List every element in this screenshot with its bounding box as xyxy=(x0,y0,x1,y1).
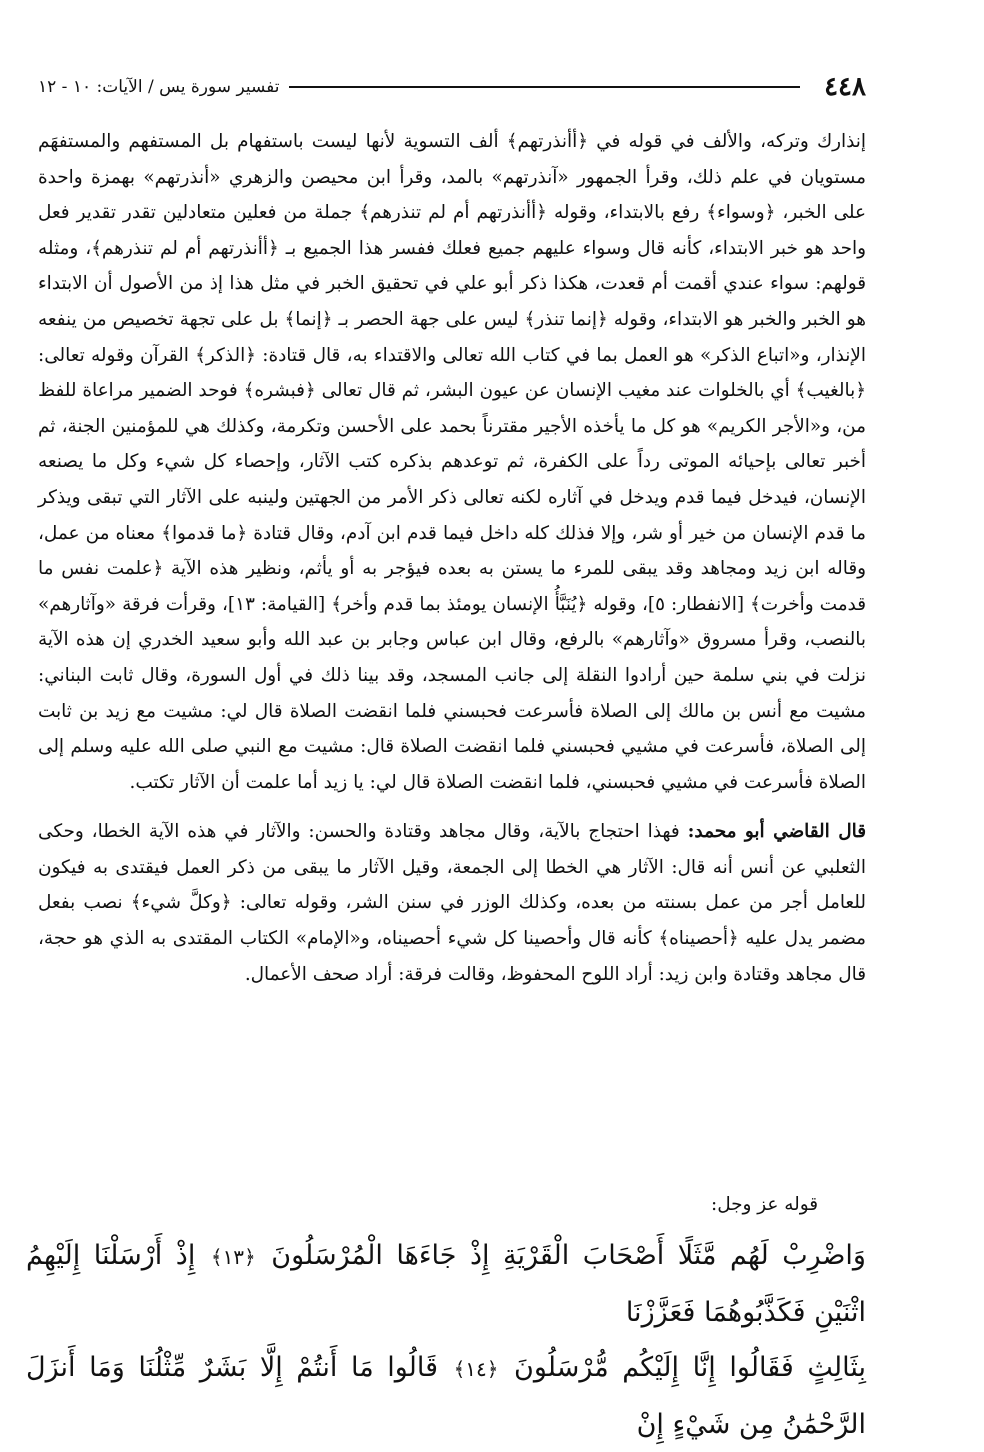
verse-line-1 xyxy=(26,1228,866,1340)
verse-intro: قوله عز وجل: xyxy=(711,1194,818,1215)
page-header xyxy=(38,72,866,102)
commentary-paragraph-2 xyxy=(38,814,866,992)
commentary-paragraph-2-text: فهذا احتجاج بالآية، وقال مجاهد وقتادة والحسن: والآثار في هذه الآية الخطا، وحكى الثعلبي عن أنس أنه قال: الآثار هي الخطا إلى الجمعة، وقيل الآثار ما يبقى من ذكر العمل فيقتدى به فيكون للعامل أجر من عمل بسنته من بعده، وكذلك الوزر في سنن الشر، وقوله تعالى: ﴿وكلَّ شيء﴾ نصب بفعل مضمر يدل عليه ﴿أحصيناه﴾ كأنه قال وأحصينا كل شيء أحصيناه، و«الإمام» الكتاب المقتدى به الذي هو حجة، قال مجاهد وقتادة وابن زيد: أراد اللوح المحفوظ، وقالت فرقة: أراد صحف الأعمال. xyxy=(38,821,866,985)
speaker-label: قال القاضي أبو محمد: xyxy=(687,821,866,843)
verse-line-2 xyxy=(26,1340,866,1452)
ayah-number-marker: ﴿١٤﴾ xyxy=(453,1357,499,1381)
page-number: ٤٤٨ xyxy=(824,72,866,102)
verse-text: بِثَالِثٍ فَقَالُوا إِنَّا إِلَيْكُم مُّرْسَلُونَ xyxy=(514,1352,866,1383)
commentary-body xyxy=(38,124,866,992)
header-rule xyxy=(289,86,800,88)
verse-text: قَالُوا مَا أَنتُمْ إِلَّا بَشَرٌ مِّثْلُنَا وَمَا أَنزَلَ الرَّحْمَٰنُ مِن شَيْءٍ إِنْ xyxy=(26,1352,866,1440)
commentary-paragraph-1: إنذارك وتركه، والألف في قوله في ﴿أأنذرتهم﴾ ألف التسوية لأنها ليست باستفهام بل المستفهم والمستفهَم مستويان في علم ذلك، وقرأ الجمهور «آنذرتهم» بالمد، وقرأ ابن محيصن والزهري «أنذرتهم» بهمزة واحدة على الخبر، ﴿وسواء﴾ رفع بالابتداء، وقوله ﴿أأنذرتهم أم لم تنذرهم﴾ جملة من فعلين متعادلين تقدر تقدير فعل واحد هو خبر الابتداء، كأنه قال وسواء عليهم جميع فعلك ففسر هذا الجميع بـ ﴿أأنذرتهم أم لم تنذرهم﴾، ومثله قولهم: سواء عندي أقمت أم قعدت، هكذا ذكر أبو علي في تحقيق الخبر في مثل هذا إذ من الأصول أن الابتداء هو الخبر والخبر هو الابتداء، وقوله ﴿إنما تنذر﴾ ليس على جهة الحصر بـ ﴿إنما﴾ بل على تجهة تخصيص من ينفعه الإنذار، و«اتباع الذكر» هو العمل بما في كتاب الله تعالى والاقتداء به، قال قتادة: ﴿الذكر﴾ القرآن وقوله تعالى: ﴿بالغيب﴾ أي بالخلوات عند مغيب الإنسان عن عيون البشر، ثم قال تعالى ﴿فبشره﴾ فوحد الضمير مراعاة للفظ من، و«الأجر الكريم» هو كل ما يأخذه الأجير مقترناً بحمد على الأحسن وتكرمة، وكذلك هي للمؤمنين الجنة، ثم أخبر تعالى بإحيائه الموتى رداً على الكفرة، ثم توعدهم بذكره كتب الآثار، وإحصاء كل شيء وكل ما يصنعه الإنسان، فيدخل فيما قدم ويدخل في آثاره لكنه تعالى ذكر الأمر من الجهتين ولينبه على الآثار التي تبقى ويذكر ما قدم الإنسان من خير أو شر، وإلا فذلك كله داخل فيما قدم ابن آدم، وقال قتادة ﴿ما قدموا﴾ معناه من عمل، وقاله ابن زيد ومجاهد وقد يبقى للمرء ما يستن به بعده فيؤجر به أو يأثم، ونظير هذه الآية ﴿علمت نفس ما قدمت وأخرت﴾ [الانفطار: ٥]، وقوله ﴿يُنَبَّأُ الإنسان يومئذ بما قدم وأخر﴾ [القيامة: ١٣]، وقرأت فرقة «وآثارهم» بالنصب، وقرأ مسروق «وآثارهم» بالرفع، وقال ابن عباس وجابر بن عبد الله وأبو سعيد الخدري إن هذه الآية نزلت في بني سلمة حين أرادوا النقلة إلى جانب المسجد، وقد بينا ذلك في أول السورة، وقال ثابت البناني: مشيت مع أنس بن مالك إلى الصلاة فأسرعت فحبسني فلما انقضت الصلاة قال لي: مشيت مع زيد بن ثابت إلى الصلاة، فأسرعت في مشيي فحبسني فلما انقضت الصلاة قال: مشيت مع النبي صلى الله عليه وسلم إلى الصلاة فأسرعت في مشيي فحبسني، فلما انقضت الصلاة قال لي: يا زيد أما علمت أن الآثار تكتب. xyxy=(38,131,867,793)
running-title: تفسير سورة يس / الآيات: ١٠ - ١٢ xyxy=(38,77,280,97)
ayah-number-marker: ﴿١٣﴾ xyxy=(210,1245,256,1269)
quran-verses xyxy=(26,1228,866,1452)
verse-text: وَاضْرِبْ لَهُم مَّثَلًا أَصْحَابَ الْقَرْيَةِ إِذْ جَاءَهَا الْمُرْسَلُونَ xyxy=(271,1240,866,1271)
verse-text: إِذْ أَرْسَلْنَا إِلَيْهِمُ اثْنَيْنِ فَكَذَّبُوهُمَا فَعَزَّزْنَا xyxy=(26,1240,866,1328)
